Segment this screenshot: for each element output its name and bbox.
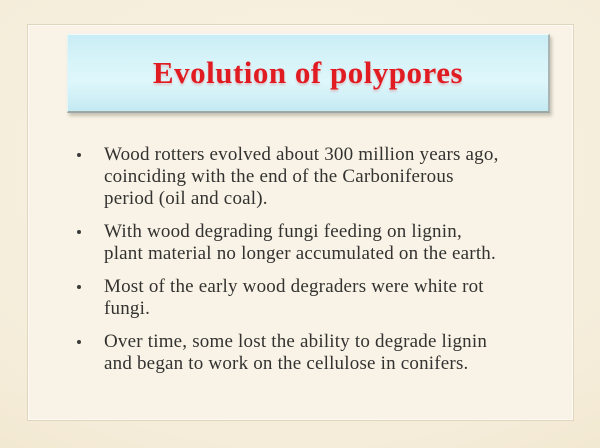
bullet-item bbox=[76, 331, 556, 375]
bullet-line: Over time, some lost the ability to degrade lignin bbox=[104, 331, 488, 352]
bullet-dot-icon bbox=[77, 285, 81, 289]
slide-frame bbox=[27, 24, 574, 421]
bullet-dot-icon bbox=[77, 340, 81, 344]
bullet-text bbox=[104, 331, 556, 375]
title-box bbox=[67, 34, 550, 113]
bullet-list bbox=[76, 144, 556, 386]
bullet-line: With wood degrading fungi feeding on lignin, bbox=[104, 221, 462, 242]
bullet-line: plant material no longer accumulated on the earth. bbox=[104, 243, 496, 264]
bullet-text bbox=[104, 276, 556, 320]
bullet-dot-icon bbox=[77, 153, 81, 157]
bullet-line: coinciding with the end of the Carboniferous bbox=[104, 166, 454, 187]
bullet-line: Most of the early wood degraders were white rot bbox=[104, 276, 484, 297]
bullet-text bbox=[104, 144, 556, 210]
bullet-item bbox=[76, 144, 556, 210]
bullet-item bbox=[76, 276, 556, 320]
slide-title: Evolution of polypores bbox=[152, 55, 464, 90]
bullet-item bbox=[76, 221, 556, 265]
bullet-text bbox=[104, 221, 556, 265]
bullet-line: fungi. bbox=[104, 298, 151, 319]
bullet-line: period (oil and coal). bbox=[104, 188, 268, 209]
bullet-line: Wood rotters evolved about 300 million years ago, bbox=[104, 144, 499, 165]
bullet-line: and began to work on the cellulose in conifers. bbox=[104, 353, 469, 374]
bullet-dot-icon bbox=[77, 230, 81, 234]
